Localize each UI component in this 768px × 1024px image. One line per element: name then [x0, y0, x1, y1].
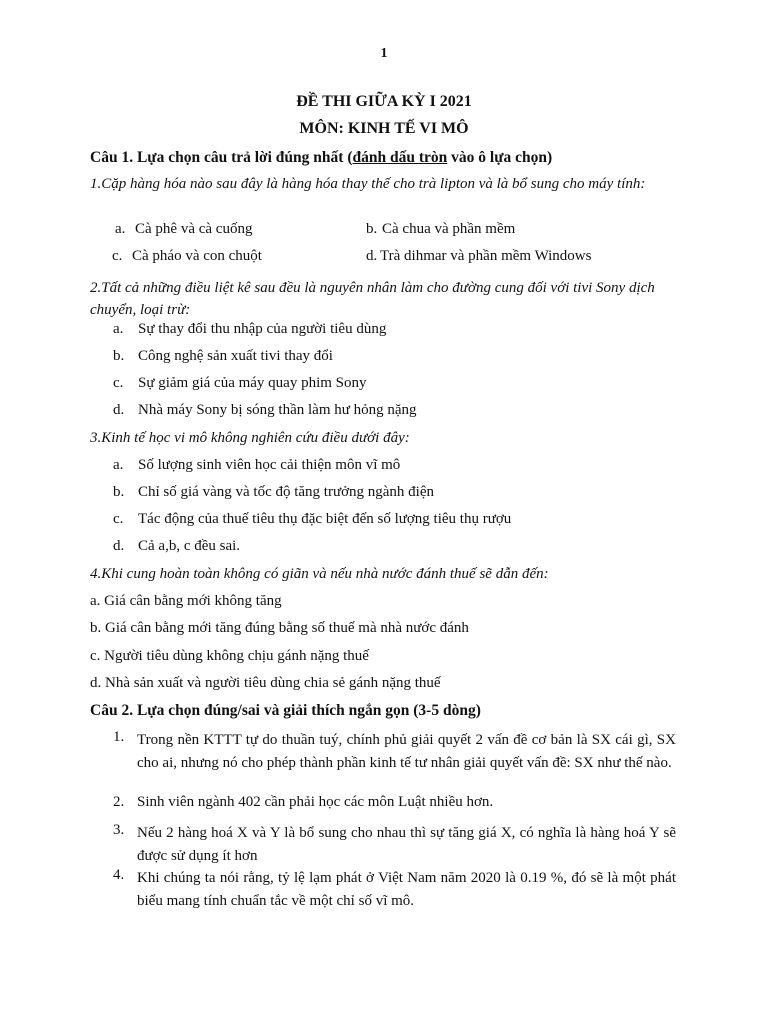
- section1-heading-end: vào ô lựa chọn): [447, 149, 553, 166]
- q2-option-b: Công nghệ sản xuất tivi thay đổi: [138, 348, 333, 364]
- q3-option-b-marker: b.: [113, 484, 125, 500]
- q3-option-d: Cả a,b, c đều sai.: [138, 538, 241, 554]
- section1-heading: [90, 149, 552, 167]
- q2-option-d-marker: d.: [113, 402, 125, 418]
- question-2-text: 2.Tất cả những điều liệt kê sau đều là nguyên nhân làm cho đường cung đối với tivi Sony dịch chuyển, loại trừ:: [90, 280, 655, 318]
- q1-option-a: Cà phê và cà cuống: [135, 221, 253, 237]
- q1-option-c: Cà pháo và con chuột: [132, 248, 262, 264]
- q4-option-c: c. Người tiêu dùng không chịu gánh nặng thuế: [90, 648, 369, 664]
- q1-option-c-marker: c.: [112, 248, 123, 264]
- q3-option-b: Chỉ số giá vàng và tốc độ tăng trưởng ngành điện: [138, 484, 435, 500]
- q2-option-a: Sự thay đổi thu nhập của người tiêu dùng: [138, 321, 387, 337]
- q2-option-b-marker: b.: [113, 348, 125, 364]
- section1-heading-underlined: đánh dấu tròn: [352, 149, 448, 166]
- q1-option-b-marker: b.: [366, 221, 378, 237]
- q1-option-a-marker: a.: [115, 221, 126, 237]
- q1-option-d: Trà dihmar và phần mềm Windows: [380, 248, 592, 264]
- exam-title: ĐỀ THI GIỮA KỲ I 2021: [296, 93, 472, 110]
- q2-option-c: Sự giảm giá của máy quay phim Sony: [138, 375, 367, 391]
- q2-option-c-marker: c.: [113, 375, 124, 391]
- statement-4-marker: 4.: [113, 867, 125, 883]
- q4-option-a: a. Giá cân bằng mới không tăng: [90, 593, 282, 609]
- question-1-text: 1.Cặp hàng hóa nào sau đây là hàng hóa thay thế cho trà lipton và là bổ sung cho máy tính:: [90, 176, 646, 192]
- q2-option-a-marker: a.: [113, 321, 124, 337]
- page-number: 1: [380, 46, 388, 61]
- statement-3-marker: 3.: [113, 822, 125, 838]
- section2-heading: Câu 2. Lựa chọn đúng/sai và giải thích ngắn gọn (3-5 dòng): [90, 702, 481, 719]
- statement-4-text: Khi chúng ta nói rằng, tỷ lệ lạm phát ở Việt Nam năm 2020 là 0.19 %, đó sẽ là một phát biểu mang tính chuẩn tắc về một chỉ số vĩ mô.: [137, 870, 676, 909]
- q1-option-d-marker: d.: [366, 248, 378, 264]
- question-4-text: 4.Khi cung hoàn toàn không có giãn và nếu nhà nước đánh thuế sẽ dẫn đến:: [90, 566, 549, 582]
- statement-2-marker: 2.: [113, 794, 125, 810]
- q1-option-b: Cà chua và phần mềm: [382, 221, 516, 237]
- question-3-text: 3.Kinh tế học vi mô không nghiên cứu điều dưới đây:: [90, 430, 410, 446]
- statement-1-marker: 1.: [113, 729, 125, 745]
- q3-option-d-marker: d.: [113, 538, 125, 554]
- q3-option-c: Tác động của thuế tiêu thụ đặc biệt đến số lượng tiêu thụ rượu: [138, 511, 512, 527]
- statement-3-text: Nếu 2 hàng hoá X và Y là bổ sung cho nhau thì sự tăng giá X, có nghĩa là hàng hoá Y sẽ được sử dụng ít hơn: [137, 825, 676, 864]
- q2-option-d: Nhà máy Sony bị sóng thần làm hư hỏng nặng: [138, 402, 417, 418]
- statement-1-text: Trong nền KTTT tự do thuần tuý, chính phủ giải quyết 2 vấn đề cơ bản là SX cái gì, SX cho ai, nhưng nó cho phép thành phần kinh tế tư nhân giải quyết vấn đề: SX như thế nào.: [137, 732, 676, 771]
- q3-option-a-marker: a.: [113, 457, 124, 473]
- section1-heading-start: Câu 1. Lựa chọn câu trả lời đúng nhất (: [90, 149, 353, 166]
- q4-option-d: d. Nhà sản xuất và người tiêu dùng chia sẻ gánh nặng thuế: [90, 675, 441, 691]
- q3-option-a: Số lượng sinh viên học cải thiện môn vĩ mô: [138, 457, 401, 473]
- statement-2-text: Sinh viên ngành 402 cần phải học các môn Luật nhiều hơn.: [137, 794, 494, 810]
- q3-option-c-marker: c.: [113, 511, 124, 527]
- exam-subject: MÔN: KINH TẾ VI MÔ: [299, 120, 469, 137]
- q4-option-b: b. Giá cân bằng mới tăng đúng bằng số thuế mà nhà nước đánh: [90, 620, 469, 636]
